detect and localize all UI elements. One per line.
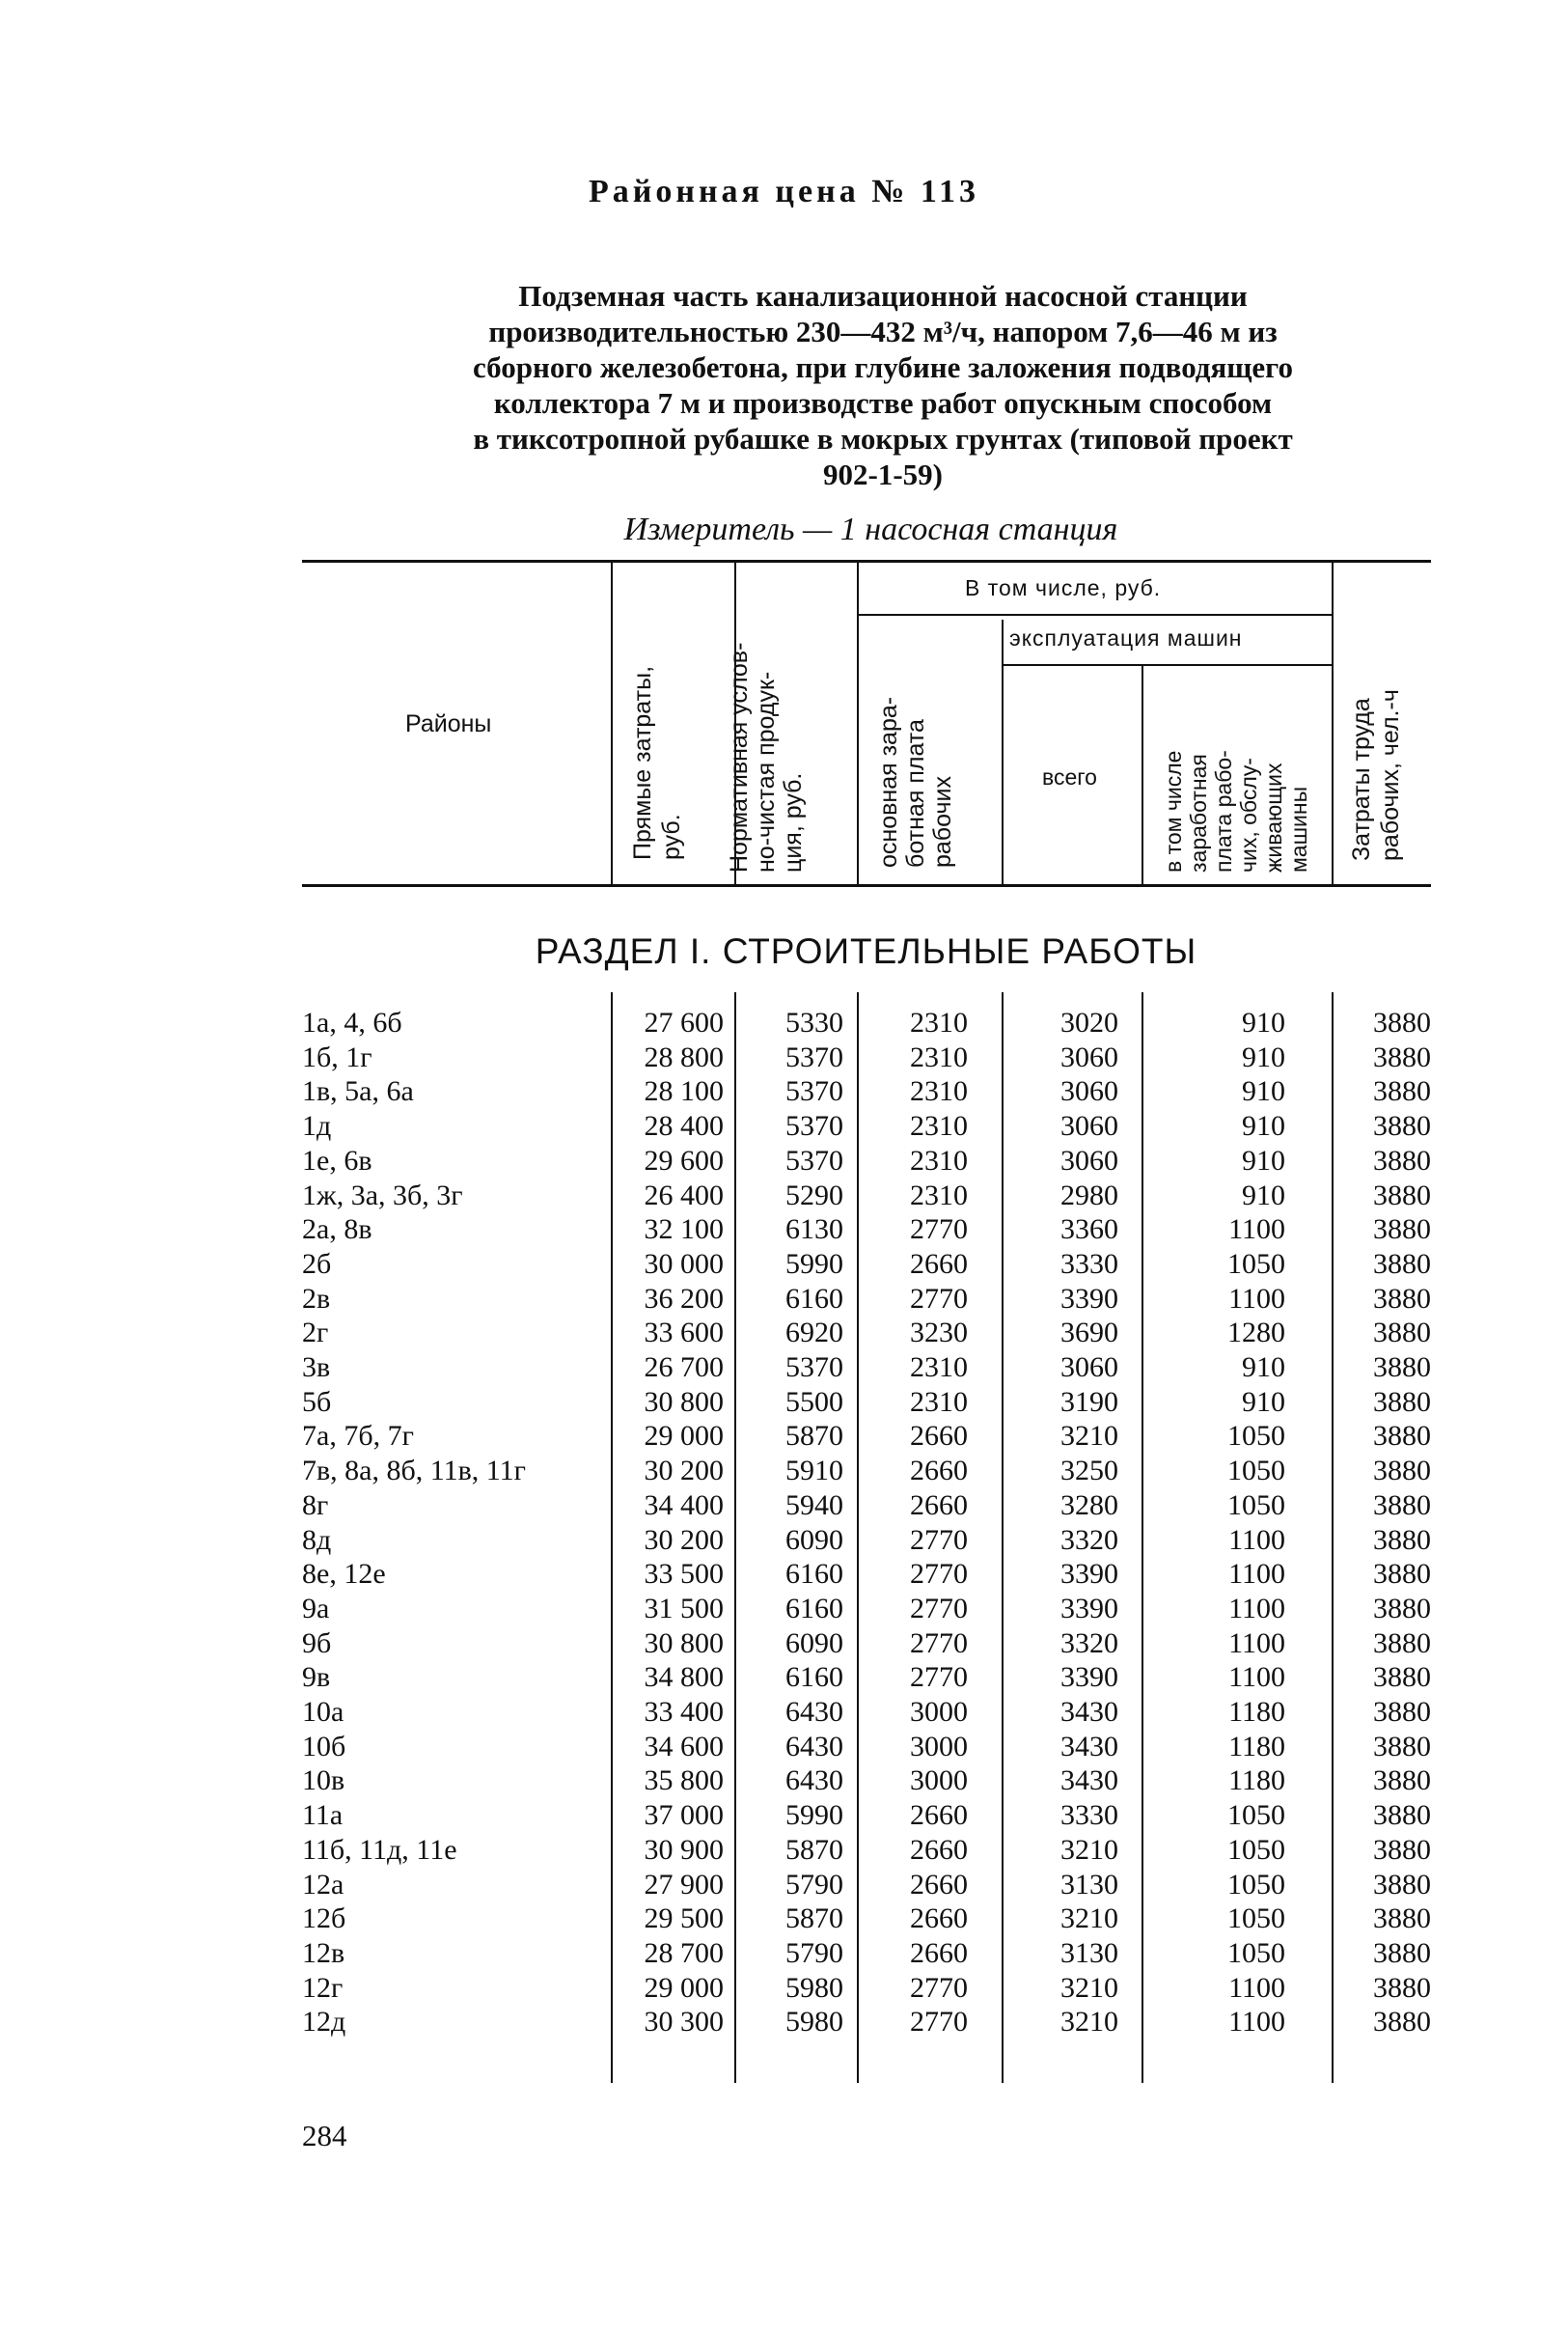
cell-machines-total: 2980 bbox=[1060, 1179, 1118, 1211]
cell-labor: 3880 bbox=[1373, 1730, 1431, 1762]
measure-unit: Измеритель — 1 насосная станция bbox=[623, 512, 1118, 547]
cell-machines-wage: 1050 bbox=[1227, 1868, 1285, 1901]
cell-base-wage: 2660 bbox=[910, 1455, 968, 1487]
cell-machines-wage: 1100 bbox=[1228, 1626, 1285, 1659]
cell-normative: 6090 bbox=[785, 1523, 843, 1556]
cell-base-wage: 2310 bbox=[910, 1041, 968, 1073]
cell-machines-total: 3060 bbox=[1060, 1351, 1118, 1383]
cell-labor: 3880 bbox=[1373, 1936, 1431, 1969]
cell-direct-costs: 30 200 bbox=[644, 1523, 724, 1556]
cell-normative: 5870 bbox=[785, 1833, 843, 1866]
subtitle-line: сборного железобетона, при глубине заложения подводящего bbox=[472, 350, 1293, 384]
cell-base-wage: 2660 bbox=[910, 1833, 968, 1866]
cell-direct-costs: 30 300 bbox=[644, 2006, 724, 2039]
table-row bbox=[0, 1041, 1568, 1075]
cell-normative: 5370 bbox=[785, 1110, 843, 1143]
cell-direct-costs: 28 700 bbox=[644, 1936, 724, 1969]
cell-machines-wage: 910 bbox=[1242, 1007, 1285, 1039]
cell-machines-wage: 1050 bbox=[1227, 1488, 1285, 1521]
cell-region: 2а, 8в bbox=[302, 1213, 372, 1246]
cell-normative: 6160 bbox=[785, 1592, 843, 1624]
cell-direct-costs: 34 600 bbox=[644, 1730, 724, 1762]
cell-machines-wage: 1050 bbox=[1227, 1833, 1285, 1866]
cell-base-wage: 2770 bbox=[910, 1626, 968, 1659]
cell-region: 7в, 8а, 8б, 11в, 11г bbox=[302, 1455, 526, 1487]
cell-machines-total: 3280 bbox=[1060, 1488, 1118, 1521]
cell-machines-total: 3320 bbox=[1060, 1626, 1118, 1659]
table-row bbox=[0, 1901, 1568, 1936]
cell-base-wage: 2660 bbox=[910, 1902, 968, 1935]
cell-direct-costs: 37 000 bbox=[644, 1799, 724, 1832]
cell-normative: 5370 bbox=[785, 1351, 843, 1383]
header-divider bbox=[1332, 563, 1334, 884]
cell-direct-costs: 28 800 bbox=[644, 1041, 724, 1073]
table-row bbox=[0, 1179, 1568, 1213]
cell-normative: 6430 bbox=[785, 1730, 843, 1762]
cell-labor: 3880 bbox=[1373, 1661, 1431, 1694]
cell-region: 10б bbox=[302, 1730, 346, 1762]
cell-region: 1ж, 3а, 3б, 3г bbox=[302, 1179, 463, 1211]
cell-normative: 6130 bbox=[785, 1213, 843, 1246]
subtitle-line: коллектора 7 м и производстве работ опускным способом bbox=[493, 386, 1273, 420]
cell-machines-wage: 1050 bbox=[1227, 1799, 1285, 1832]
cell-base-wage: 2660 bbox=[910, 1247, 968, 1280]
cell-normative: 5330 bbox=[785, 1007, 843, 1039]
cell-labor: 3880 bbox=[1373, 1764, 1431, 1797]
cell-direct-costs: 29 600 bbox=[644, 1144, 724, 1177]
cell-direct-costs: 29 500 bbox=[644, 1902, 724, 1935]
cell-base-wage: 2660 bbox=[910, 1420, 968, 1453]
cell-region: 11а bbox=[302, 1799, 344, 1832]
cell-machines-total: 3390 bbox=[1060, 1558, 1118, 1591]
cell-base-wage: 3230 bbox=[910, 1317, 968, 1349]
cell-machines-wage: 910 bbox=[1242, 1351, 1285, 1383]
cell-labor: 3880 bbox=[1373, 1592, 1431, 1624]
cell-machines-total: 3430 bbox=[1060, 1730, 1118, 1762]
cell-direct-costs: 36 200 bbox=[644, 1282, 724, 1315]
cell-base-wage: 2660 bbox=[910, 1488, 968, 1521]
cell-machines-wage: 1100 bbox=[1228, 1282, 1285, 1315]
cell-normative: 5370 bbox=[785, 1075, 843, 1108]
cell-base-wage: 2770 bbox=[910, 1558, 968, 1591]
cell-direct-costs: 30 800 bbox=[644, 1626, 724, 1659]
cell-base-wage: 2310 bbox=[910, 1385, 968, 1418]
cell-direct-costs: 34 800 bbox=[644, 1661, 724, 1694]
cell-normative: 6920 bbox=[785, 1317, 843, 1349]
table-row bbox=[0, 1660, 1568, 1695]
cell-region: 2в bbox=[302, 1282, 331, 1315]
cell-labor: 3880 bbox=[1373, 1041, 1431, 1073]
cell-region: 9а bbox=[302, 1592, 330, 1624]
cell-machines-wage: 910 bbox=[1242, 1041, 1285, 1073]
cell-base-wage: 3000 bbox=[910, 1696, 968, 1728]
cell-machines-total: 3430 bbox=[1060, 1764, 1118, 1797]
page-number: 284 bbox=[302, 2119, 347, 2152]
cell-machines-total: 3390 bbox=[1060, 1592, 1118, 1624]
cell-machines-total: 3360 bbox=[1060, 1213, 1118, 1246]
cell-labor: 3880 bbox=[1373, 1696, 1431, 1728]
cell-labor: 3880 bbox=[1373, 1247, 1431, 1280]
cell-normative: 5980 bbox=[785, 2006, 843, 2039]
cell-direct-costs: 29 000 bbox=[644, 1420, 724, 1453]
table-row bbox=[0, 1523, 1568, 1558]
cell-direct-costs: 30 200 bbox=[644, 1455, 724, 1487]
cell-base-wage: 2310 bbox=[910, 1179, 968, 1211]
cell-machines-wage: 1100 bbox=[1228, 1523, 1285, 1556]
page-subtitle bbox=[318, 278, 1447, 492]
cell-labor: 3880 bbox=[1373, 1558, 1431, 1591]
cell-base-wage: 3000 bbox=[910, 1730, 968, 1762]
cell-normative: 5990 bbox=[785, 1247, 843, 1280]
table-row bbox=[0, 2005, 1568, 2040]
cell-normative: 6160 bbox=[785, 1282, 843, 1315]
cell-base-wage: 3000 bbox=[910, 1764, 968, 1797]
cell-region: 1в, 5а, 6а bbox=[302, 1075, 414, 1108]
subtitle-line: производительностью 230—432 м³/ч, напором 7,6—46 м из bbox=[488, 315, 1278, 348]
header-including: В том числе, руб. bbox=[965, 575, 1162, 600]
cell-normative: 6090 bbox=[785, 1626, 843, 1659]
cell-machines-total: 3330 bbox=[1060, 1799, 1118, 1832]
header-machines-wage: в том числе заработная плата рабо- чих, обслу- живающих машины bbox=[1161, 750, 1311, 873]
cell-region: 12д bbox=[302, 2006, 346, 2039]
table-row bbox=[0, 1350, 1568, 1385]
cell-labor: 3880 bbox=[1373, 1626, 1431, 1659]
cell-machines-total: 3130 bbox=[1060, 1868, 1118, 1901]
cell-direct-costs: 30 800 bbox=[644, 1385, 724, 1418]
cell-labor: 3880 bbox=[1373, 1385, 1431, 1418]
subtitle-line: 902-1-59) bbox=[823, 458, 943, 491]
cell-machines-wage: 1180 bbox=[1228, 1696, 1285, 1728]
cell-labor: 3880 bbox=[1373, 1420, 1431, 1453]
cell-labor: 3880 bbox=[1373, 2006, 1431, 2039]
cell-region: 5б bbox=[302, 1385, 332, 1418]
cell-direct-costs: 33 400 bbox=[644, 1696, 724, 1728]
cell-machines-total: 3060 bbox=[1060, 1110, 1118, 1143]
cell-region: 12а bbox=[302, 1868, 344, 1901]
cell-direct-costs: 31 500 bbox=[644, 1592, 724, 1624]
cell-machines-wage: 1100 bbox=[1228, 1592, 1285, 1624]
cell-machines-wage: 1050 bbox=[1227, 1420, 1285, 1453]
cell-labor: 3880 bbox=[1373, 1213, 1431, 1246]
cell-direct-costs: 28 100 bbox=[644, 1075, 724, 1108]
cell-machines-total: 3690 bbox=[1060, 1317, 1118, 1349]
cell-region: 12в bbox=[302, 1936, 345, 1969]
cell-direct-costs: 27 900 bbox=[644, 1868, 724, 1901]
table-row bbox=[0, 1488, 1568, 1523]
cell-labor: 3880 bbox=[1373, 1455, 1431, 1487]
cell-direct-costs: 26 400 bbox=[644, 1179, 724, 1211]
cell-region: 12г bbox=[302, 1971, 344, 2004]
cell-normative: 5870 bbox=[785, 1420, 843, 1453]
subtitle-line: Подземная часть канализационной насосной станции bbox=[518, 279, 1248, 313]
cell-region: 1е, 6в bbox=[302, 1144, 372, 1177]
cell-labor: 3880 bbox=[1373, 1868, 1431, 1901]
header-machines-total: всего bbox=[1042, 764, 1097, 790]
header-bottom-rule bbox=[302, 884, 1431, 887]
cell-machines-total: 3210 bbox=[1060, 1833, 1118, 1866]
cell-base-wage: 2770 bbox=[910, 1661, 968, 1694]
cell-machines-total: 3250 bbox=[1060, 1455, 1118, 1487]
cell-machines-total: 3060 bbox=[1060, 1041, 1118, 1073]
table-row bbox=[0, 1419, 1568, 1454]
table-row bbox=[0, 1833, 1568, 1868]
cell-machines-wage: 1100 bbox=[1228, 1558, 1285, 1591]
section-title: РАЗДЕЛ I. СТРОИТЕЛЬНЫЕ РАБОТЫ bbox=[535, 931, 1197, 971]
cell-normative: 5790 bbox=[785, 1868, 843, 1901]
cell-direct-costs: 35 800 bbox=[644, 1764, 724, 1797]
cell-region: 2г bbox=[302, 1317, 329, 1349]
cell-machines-total: 3210 bbox=[1060, 2006, 1118, 2039]
cell-region: 9б bbox=[302, 1626, 332, 1659]
cell-normative: 5870 bbox=[785, 1902, 843, 1935]
cell-base-wage: 2770 bbox=[910, 1213, 968, 1246]
cell-machines-total: 3320 bbox=[1060, 1523, 1118, 1556]
cell-base-wage: 2310 bbox=[910, 1144, 968, 1177]
cell-machines-wage: 910 bbox=[1242, 1385, 1285, 1418]
cell-labor: 3880 bbox=[1373, 1833, 1431, 1866]
cell-normative: 5370 bbox=[785, 1041, 843, 1073]
table-row bbox=[0, 1282, 1568, 1317]
cell-region: 8е, 12е bbox=[302, 1558, 386, 1591]
cell-machines-total: 3430 bbox=[1060, 1696, 1118, 1728]
table-row bbox=[0, 1592, 1568, 1626]
cell-machines-wage: 1280 bbox=[1227, 1317, 1285, 1349]
subtitle-line: в тиксотропной рубашке в мокрых грунтах (типовой проект bbox=[473, 422, 1293, 456]
cell-region: 1б, 1г bbox=[302, 1041, 372, 1073]
table-row bbox=[0, 1006, 1568, 1041]
cell-normative: 6430 bbox=[785, 1696, 843, 1728]
table-row bbox=[0, 1763, 1568, 1798]
cell-region: 10а bbox=[302, 1696, 344, 1728]
cell-labor: 3880 bbox=[1373, 1282, 1431, 1315]
cell-direct-costs: 33 500 bbox=[644, 1558, 724, 1591]
cell-region: 11б, 11д, 11е bbox=[302, 1833, 457, 1866]
cell-machines-wage: 1050 bbox=[1227, 1902, 1285, 1935]
cell-direct-costs: 29 000 bbox=[644, 1971, 724, 2004]
cell-direct-costs: 28 400 bbox=[644, 1110, 724, 1143]
table-row bbox=[0, 1247, 1568, 1282]
header-normative: Нормативная услов- но-чистая продук- ция, руб. bbox=[726, 642, 807, 873]
cell-base-wage: 2660 bbox=[910, 1868, 968, 1901]
cell-region: 8г bbox=[302, 1488, 329, 1521]
cell-machines-total: 3210 bbox=[1060, 1902, 1118, 1935]
cell-normative: 5790 bbox=[785, 1936, 843, 1969]
cell-direct-costs: 34 400 bbox=[644, 1488, 724, 1521]
table-row bbox=[0, 1144, 1568, 1179]
table-row bbox=[0, 1557, 1568, 1592]
cell-region: 3в bbox=[302, 1351, 331, 1383]
cell-machines-total: 3330 bbox=[1060, 1247, 1118, 1280]
cell-machines-total: 3210 bbox=[1060, 1971, 1118, 2004]
cell-machines-total: 3190 bbox=[1060, 1385, 1118, 1418]
cell-labor: 3880 bbox=[1373, 1075, 1431, 1108]
header-divider bbox=[611, 563, 613, 884]
page-title: Районная цена № 113 bbox=[589, 174, 979, 209]
cell-base-wage: 2660 bbox=[910, 1936, 968, 1969]
cell-labor: 3880 bbox=[1373, 1007, 1431, 1039]
cell-labor: 3880 bbox=[1373, 1523, 1431, 1556]
header-labor: Затраты труда рабочих, чел.-ч bbox=[1348, 689, 1404, 861]
cell-machines-total: 3020 bbox=[1060, 1007, 1118, 1039]
table-row bbox=[0, 1074, 1568, 1109]
cell-labor: 3880 bbox=[1373, 1110, 1431, 1143]
cell-direct-costs: 33 600 bbox=[644, 1317, 724, 1349]
cell-labor: 3880 bbox=[1373, 1351, 1431, 1383]
cell-machines-total: 3060 bbox=[1060, 1144, 1118, 1177]
header-divider bbox=[1002, 620, 1004, 884]
cell-base-wage: 2660 bbox=[910, 1799, 968, 1832]
cell-base-wage: 2770 bbox=[910, 1523, 968, 1556]
cell-machines-wage: 1050 bbox=[1227, 1247, 1285, 1280]
cell-labor: 3880 bbox=[1373, 1799, 1431, 1832]
cell-base-wage: 2310 bbox=[910, 1110, 968, 1143]
cell-region: 1а, 4, 6б bbox=[302, 1007, 402, 1039]
cell-normative: 5990 bbox=[785, 1799, 843, 1832]
cell-normative: 5980 bbox=[785, 1971, 843, 2004]
cell-labor: 3880 bbox=[1373, 1179, 1431, 1211]
cell-region: 7а, 7б, 7г bbox=[302, 1420, 414, 1453]
table-row bbox=[0, 1971, 1568, 2006]
table-row bbox=[0, 1454, 1568, 1488]
cell-machines-total: 3060 bbox=[1060, 1075, 1118, 1108]
cell-normative: 6430 bbox=[785, 1764, 843, 1797]
header-top-rule bbox=[302, 560, 1431, 563]
cell-region: 10в bbox=[302, 1764, 345, 1797]
cell-labor: 3880 bbox=[1373, 1317, 1431, 1349]
cell-machines-wage: 910 bbox=[1242, 1110, 1285, 1143]
cell-labor: 3880 bbox=[1373, 1488, 1431, 1521]
cell-region: 12б bbox=[302, 1902, 346, 1935]
cell-region: 2б bbox=[302, 1247, 332, 1280]
header-base-wage: основная зара- ботная плата рабочих bbox=[875, 696, 956, 868]
cell-machines-wage: 1100 bbox=[1228, 1213, 1285, 1246]
cell-machines-total: 3210 bbox=[1060, 1420, 1118, 1453]
cell-normative: 5290 bbox=[785, 1179, 843, 1211]
cell-base-wage: 2770 bbox=[910, 2006, 968, 2039]
header-machines: эксплуатация машин bbox=[1009, 625, 1243, 651]
cell-normative: 5500 bbox=[785, 1385, 843, 1418]
cell-base-wage: 2310 bbox=[910, 1075, 968, 1108]
cell-region: 8д bbox=[302, 1523, 332, 1556]
cell-machines-wage: 1100 bbox=[1228, 1661, 1285, 1694]
cell-region: 9в bbox=[302, 1661, 331, 1694]
cell-machines-wage: 1100 bbox=[1228, 2006, 1285, 2039]
header-direct-costs: Прямые затраты, руб. bbox=[629, 665, 685, 860]
table-row bbox=[0, 1316, 1568, 1350]
table-row bbox=[0, 1730, 1568, 1764]
cell-direct-costs: 27 600 bbox=[644, 1007, 724, 1039]
cell-labor: 3880 bbox=[1373, 1971, 1431, 2004]
table-row bbox=[0, 1868, 1568, 1902]
header-divider bbox=[857, 563, 859, 884]
table-row bbox=[0, 1936, 1568, 1971]
table-row bbox=[0, 1385, 1568, 1420]
cell-base-wage: 2770 bbox=[910, 1592, 968, 1624]
cell-region: 1д bbox=[302, 1110, 332, 1143]
cell-normative: 5940 bbox=[785, 1488, 843, 1521]
cell-base-wage: 2310 bbox=[910, 1007, 968, 1039]
cell-machines-wage: 910 bbox=[1242, 1144, 1285, 1177]
cell-labor: 3880 bbox=[1373, 1144, 1431, 1177]
table-row bbox=[0, 1798, 1568, 1833]
header-divider bbox=[1002, 664, 1332, 666]
cell-machines-wage: 1180 bbox=[1228, 1764, 1285, 1797]
cell-base-wage: 2770 bbox=[910, 1971, 968, 2004]
table-row bbox=[0, 1109, 1568, 1144]
cell-base-wage: 2770 bbox=[910, 1282, 968, 1315]
cell-machines-total: 3390 bbox=[1060, 1661, 1118, 1694]
cell-machines-total: 3130 bbox=[1060, 1936, 1118, 1969]
cell-machines-wage: 910 bbox=[1242, 1075, 1285, 1108]
cell-normative: 5910 bbox=[785, 1455, 843, 1487]
cell-direct-costs: 26 700 bbox=[644, 1351, 724, 1383]
cell-machines-wage: 1050 bbox=[1227, 1936, 1285, 1969]
cell-direct-costs: 30 000 bbox=[644, 1247, 724, 1280]
header-divider bbox=[857, 614, 1332, 616]
header-regions: Районы bbox=[405, 710, 492, 737]
cell-machines-wage: 1180 bbox=[1228, 1730, 1285, 1762]
cell-direct-costs: 32 100 bbox=[644, 1213, 724, 1246]
table-row bbox=[0, 1212, 1568, 1247]
cell-labor: 3880 bbox=[1373, 1902, 1431, 1935]
table-row bbox=[0, 1626, 1568, 1661]
cell-base-wage: 2310 bbox=[910, 1351, 968, 1383]
table-row bbox=[0, 1695, 1568, 1730]
header-divider bbox=[1142, 666, 1143, 884]
cell-normative: 5370 bbox=[785, 1144, 843, 1177]
cell-direct-costs: 30 900 bbox=[644, 1833, 724, 1866]
cell-normative: 6160 bbox=[785, 1661, 843, 1694]
cell-machines-wage: 1100 bbox=[1228, 1971, 1285, 2004]
cell-machines-wage: 910 bbox=[1242, 1179, 1285, 1211]
cell-normative: 6160 bbox=[785, 1558, 843, 1591]
cell-machines-wage: 1050 bbox=[1227, 1455, 1285, 1487]
cell-machines-total: 3390 bbox=[1060, 1282, 1118, 1315]
